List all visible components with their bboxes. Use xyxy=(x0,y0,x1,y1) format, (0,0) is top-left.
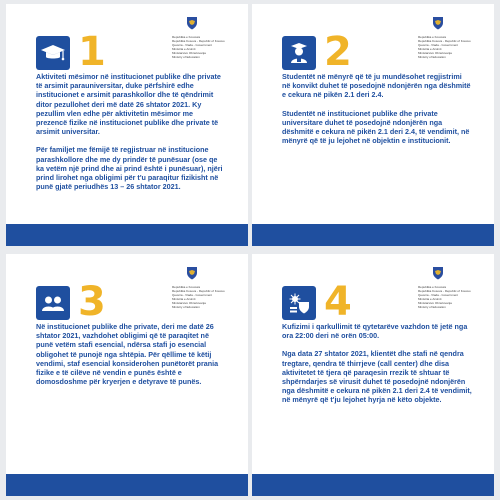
ministry-line: Republika e Kosovës xyxy=(172,285,201,289)
info-card-4 xyxy=(252,254,494,496)
ministry-line: Ministria e Arsimit xyxy=(418,47,442,51)
ministry-line: Ministry of Education xyxy=(172,55,200,59)
card-paragraph: Për familjet me fëmijë të regjistruar në institucione parashkollore dhe me dy prindër të punësuar (ose qe ka vetëm një prind dhe ai prind është i punësuar), njëri prind lirohet nga obligimi për t'u paraqitur fizikisht në punë gjatë periudhës 13 – 26 shtator 2021. xyxy=(36,145,223,192)
card-paragraph: Studentët në mënyrë që të ju mundësohet regjistrimi në konvikt duhet të posedojnë ndonjërën nga dëshmitë e cekura në pikën 2.1 deri 2.4. xyxy=(282,72,471,100)
card-body xyxy=(282,322,472,414)
ministry-line: Ministria e Arsimit xyxy=(172,297,196,301)
card-footer-bar xyxy=(6,474,248,496)
ministry-line: Republika Kosova - Republic of Kosovo xyxy=(418,289,471,293)
card-number: 1 xyxy=(78,29,106,75)
ministry-line: Republika Kosova - Republic of Kosovo xyxy=(172,289,225,293)
kosovo-crest-icon xyxy=(432,266,444,280)
people-icon xyxy=(36,286,70,320)
card-number: 4 xyxy=(324,279,352,325)
card-body xyxy=(282,72,472,154)
ministry-line: Qeveria - Vlada - Government xyxy=(418,43,459,47)
ministry-line: Qeveria - Vlada - Government xyxy=(172,293,213,297)
ministry-line: Qeveria - Vlada - Government xyxy=(172,43,213,47)
card-number: 3 xyxy=(78,279,106,325)
card-paragraph: Nga data 27 shtator 2021, klientët dhe stafi në qendra tregtare, qendra të thirrjeve (call center) dhe disa aktivitetet të tjera që paraqesin rrezik të shtuar të shpërndarjes së virusit duhet të posedojnë ndonjërën nga dëshmitë e cekura në pikën 2.1 deri 2.4 të vendimit, në mënyrë që t'ju lejohet hyrja në këto objekte. xyxy=(282,349,472,405)
card-paragraph: Studentët në institucionet publike dhe private universitare duhet të posedojnë ndonjërën nga dëshmitë e cekura në pikën 2.1 deri 2.4, të vendimit, në mënyrë që të ju lejohet në objektin e institucionit. xyxy=(282,108,470,146)
kosovo-crest-icon xyxy=(186,266,198,280)
ministry-header xyxy=(172,266,234,309)
ministry-line: Republika Kosova - Republic of Kosovo xyxy=(418,39,471,43)
info-card-3 xyxy=(6,254,248,496)
ministry-line: Ministarstvo Obrazovanja xyxy=(418,51,452,55)
ministry-line: Ministarstvo Obrazovanja xyxy=(172,51,206,55)
ministry-line: Ministarstvo Obrazovanja xyxy=(418,301,452,305)
ministry-line: Ministry of Education xyxy=(418,55,446,59)
virus-shield-icon xyxy=(282,286,316,320)
ministry-line: Republika e Kosovës xyxy=(172,35,201,39)
card-paragraph: Kufizimi i qarkullimit të qytetarëve vazhdon të jetë nga ora 22:00 deri në orën 05:00. xyxy=(282,322,468,341)
card-number: 2 xyxy=(324,29,352,75)
card-body xyxy=(36,322,226,395)
card-footer-bar xyxy=(6,224,248,246)
ministry-line: Ministry of Education xyxy=(172,305,200,309)
card-footer-bar xyxy=(252,474,494,496)
card-footer-bar xyxy=(252,224,494,246)
ministry-line: Republika e Kosovës xyxy=(418,285,447,289)
ministry-line: Qeveria - Vlada - Government xyxy=(418,293,459,297)
ministry-header xyxy=(418,16,480,59)
kosovo-crest-icon xyxy=(432,16,444,30)
card-paragraph: Në institucionet publike dhe private, deri me datë 26 shtator 2021, vazhdohet obligimi që të paraqitet në punë vetëm stafi esencial, ndërsa stafi jo esencial obligohet të punojë nga shtëpia. Për qëllime të këtij vendimi, staf esencial konsiderohen punëtorët prania fizike e të cilëve në vendin e punës është e domosdoshme për kryerjen e detyrave të punës. xyxy=(36,322,219,387)
info-card-2 xyxy=(252,4,494,246)
ministry-line: Ministria e Arsimit xyxy=(172,47,196,51)
ministry-line: Ministry of Education xyxy=(418,305,446,309)
kosovo-crest-icon xyxy=(186,16,198,30)
student-icon xyxy=(282,36,316,70)
ministry-header xyxy=(172,16,234,59)
ministry-header xyxy=(418,266,480,309)
card-paragraph: Aktiviteti mësimor në institucionet publike dhe private të arsimit parauniversitar, duke përfshirë edhe institucionet e arsimit parashkollor dhe të qëndrimit ditor pezullohet deri më datë 26 shtator 2021. Ky pezullim vlen edhe për aktivitetin mësimor me prezencë fizike në institucionet publike dhe private të arsimit universitar. xyxy=(36,72,221,137)
info-card-1 xyxy=(6,4,248,246)
ministry-line: Ministarstvo Obrazovanja xyxy=(172,301,206,305)
ministry-line: Ministria e Arsimit xyxy=(418,297,442,301)
graduation-cap-icon xyxy=(36,36,70,70)
card-body xyxy=(36,72,226,200)
ministry-line: Republika e Kosovës xyxy=(418,35,447,39)
ministry-line: Republika Kosova - Republic of Kosovo xyxy=(172,39,225,43)
